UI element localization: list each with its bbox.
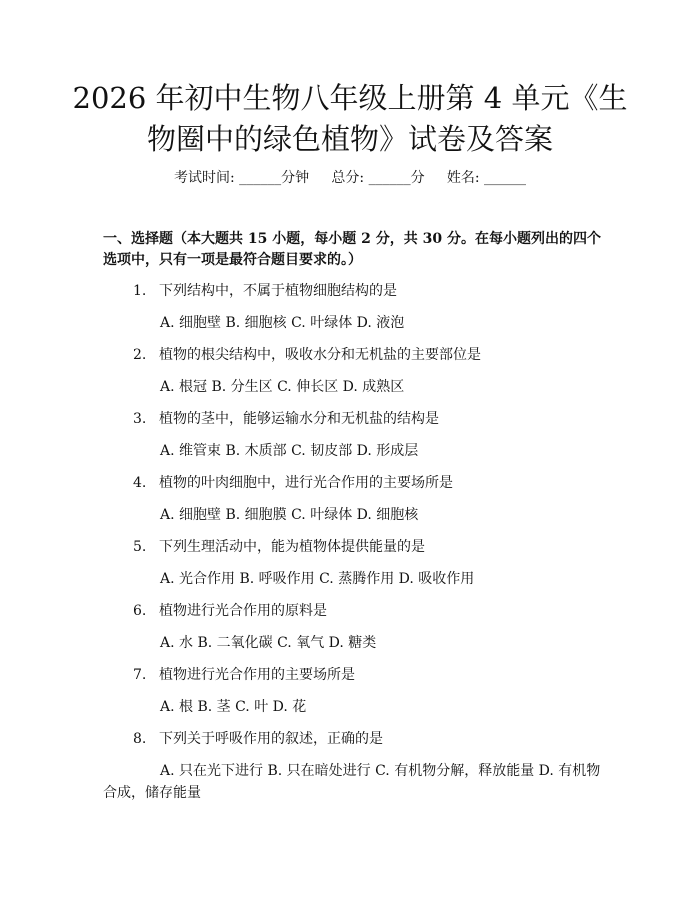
question-options: A. 只在光下进行 B. 只在暗处进行 C. 有机物分解，释放能量 D. 有机物合成，储存能量 <box>103 763 601 801</box>
question-stem: 植物的茎中，能够运输水分和无机盐的结构是 <box>159 411 439 427</box>
question-number: 5. <box>133 539 147 555</box>
question-options: A. 水 B. 二氧化碳 C. 氧气 D. 糖类 <box>160 635 377 651</box>
question-stem: 植物进行光合作用的原料是 <box>159 603 327 619</box>
question-number: 8. <box>133 731 147 747</box>
question-options: A. 根 B. 茎 C. 叶 D. 花 <box>160 699 307 715</box>
question-number: 3. <box>133 411 147 427</box>
question-number: 7. <box>133 667 147 683</box>
question-stem: 植物的根尖结构中，吸收水分和无机盐的主要部位是 <box>159 347 481 363</box>
question-stem: 下列关于呼吸作用的叙述，正确的是 <box>159 731 383 747</box>
question-stem: 下列生理活动中，能为植物体提供能量的是 <box>159 539 425 555</box>
page-title: 2026 年初中生物八年级上册第 4 单元《生物圈中的绿色植物》试卷及答案 <box>72 81 628 156</box>
question-stem: 下列结构中，不属于植物细胞结构的是 <box>159 283 397 299</box>
question-options: A. 根冠 B. 分生区 C. 伸长区 D. 成熟区 <box>160 379 405 395</box>
question-number: 2. <box>133 347 147 363</box>
question-stem: 植物进行光合作用的主要场所是 <box>159 667 355 683</box>
question-number: 4. <box>133 475 147 491</box>
question-options: A. 细胞壁 B. 细胞核 C. 叶绿体 D. 液泡 <box>160 315 405 331</box>
question-options: A. 维管束 B. 木质部 C. 韧皮部 D. 形成层 <box>160 443 419 459</box>
question-options: A. 光合作用 B. 呼吸作用 C. 蒸腾作用 D. 吸收作用 <box>160 571 475 587</box>
question-number: 1. <box>133 283 147 299</box>
exam-info-line: 考试时间: ______分钟 总分: ______分 姓名: ______ <box>173 170 526 186</box>
section-heading: 一、选择题（本大题共 15 小题，每小题 2 分，共 30 分。在每小题列出的四个选项中，只有一项是最符合题目要求的。） <box>103 231 601 268</box>
question-options: A. 细胞壁 B. 细胞膜 C. 叶绿体 D. 细胞核 <box>160 507 419 523</box>
question-number: 6. <box>133 603 147 619</box>
question-stem: 植物的叶肉细胞中，进行光合作用的主要场所是 <box>159 475 453 491</box>
